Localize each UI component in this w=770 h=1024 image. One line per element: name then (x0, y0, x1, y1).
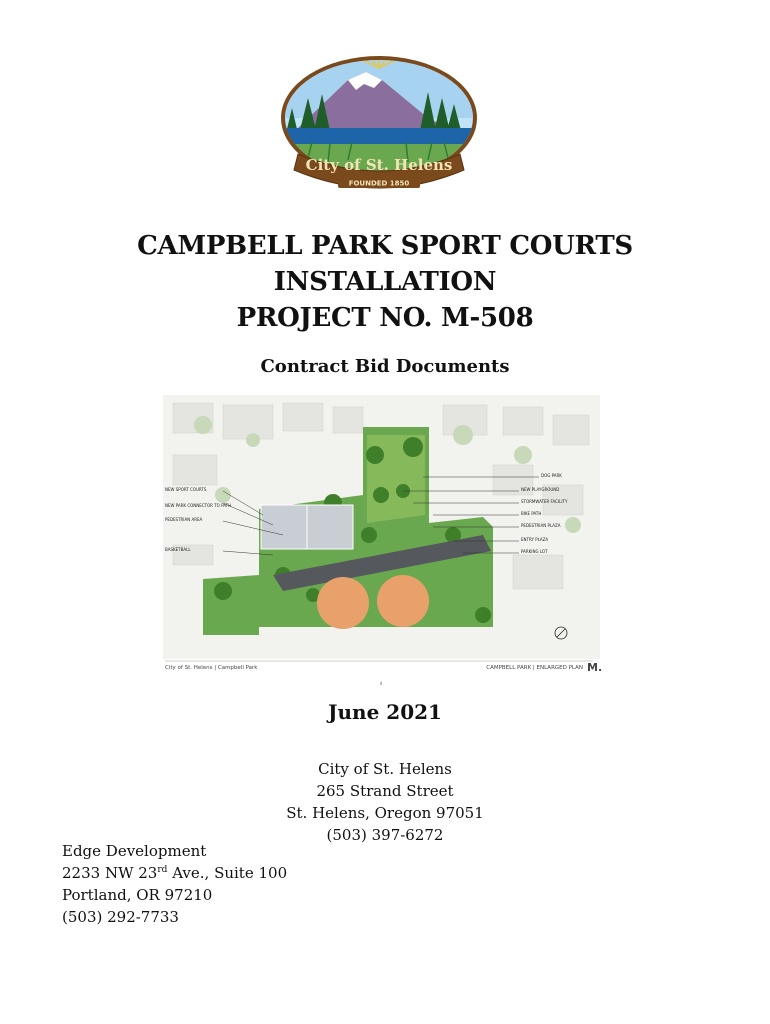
consultant-city: Portland, OR 97210 (62, 886, 213, 904)
plan-label-right-7: PARKING LOT (521, 549, 548, 554)
city-street: 265 Strand Street (316, 782, 454, 800)
logo-founded-text: FOUNDED 1850 (348, 179, 410, 188)
city-address-block (0, 758, 770, 846)
plan-label-right-2: NEW PLAYGROUND (521, 487, 560, 492)
city-logo (278, 58, 480, 192)
city-phone: (503) 397-6272 (326, 826, 444, 844)
plan-label-right-6: ENTRY PLAZA (521, 537, 549, 542)
title-line-2: INSTALLATION (273, 267, 497, 297)
consultant-street (62, 862, 287, 884)
consultant-phone: (503) 292-7733 (62, 908, 179, 926)
city-locality: St. Helens, Oregon 97051 (286, 804, 484, 822)
plan-label-right-5: PEDESTRIAN PLAZA (521, 523, 561, 528)
consultant-name: Edge Development (62, 842, 207, 860)
plan-label-right-1: DOG PARK (541, 473, 562, 478)
consultant-street-suffix: Ave., Suite 100 (167, 864, 288, 882)
plan-page-number: 4 (379, 681, 383, 686)
plan-brand-mark: M. (587, 661, 603, 674)
title-line-3: PROJECT NO. M-508 (236, 303, 534, 333)
plan-footer-left: City of St. Helens | Campbell Park (165, 665, 258, 671)
plan-footer-right: CAMPBELL PARK | ENLARGED PLAN (486, 665, 583, 671)
plan-label-right-3: STORMWATER FACILITY (521, 499, 568, 504)
plan-label-left-2: NEW PARK CONNECTOR TO PATH (165, 503, 232, 508)
consultant-street-prefix: 2233 NW 23 (62, 864, 158, 882)
consultant-street-sup: rd (157, 865, 168, 875)
plan-label-left-4: BASKETBALL (165, 547, 191, 552)
plan-label-right-4: BIKE PATH (521, 511, 542, 516)
title-line-1: CAMPBELL PARK SPORT COURTS (137, 231, 633, 261)
city-name: City of St. Helens (318, 760, 452, 778)
logo-banner-text: City of St. Helens (305, 156, 453, 174)
consultant-address-block (62, 840, 287, 928)
site-plan-image (163, 395, 603, 687)
subtitle: Contract Bid Documents (260, 356, 510, 377)
plan-label-left-1: NEW SPORT COURTS (165, 487, 207, 492)
plan-label-left-3: PEDESTRIAN AREA (165, 517, 203, 522)
document-date: June 2021 (328, 700, 442, 724)
